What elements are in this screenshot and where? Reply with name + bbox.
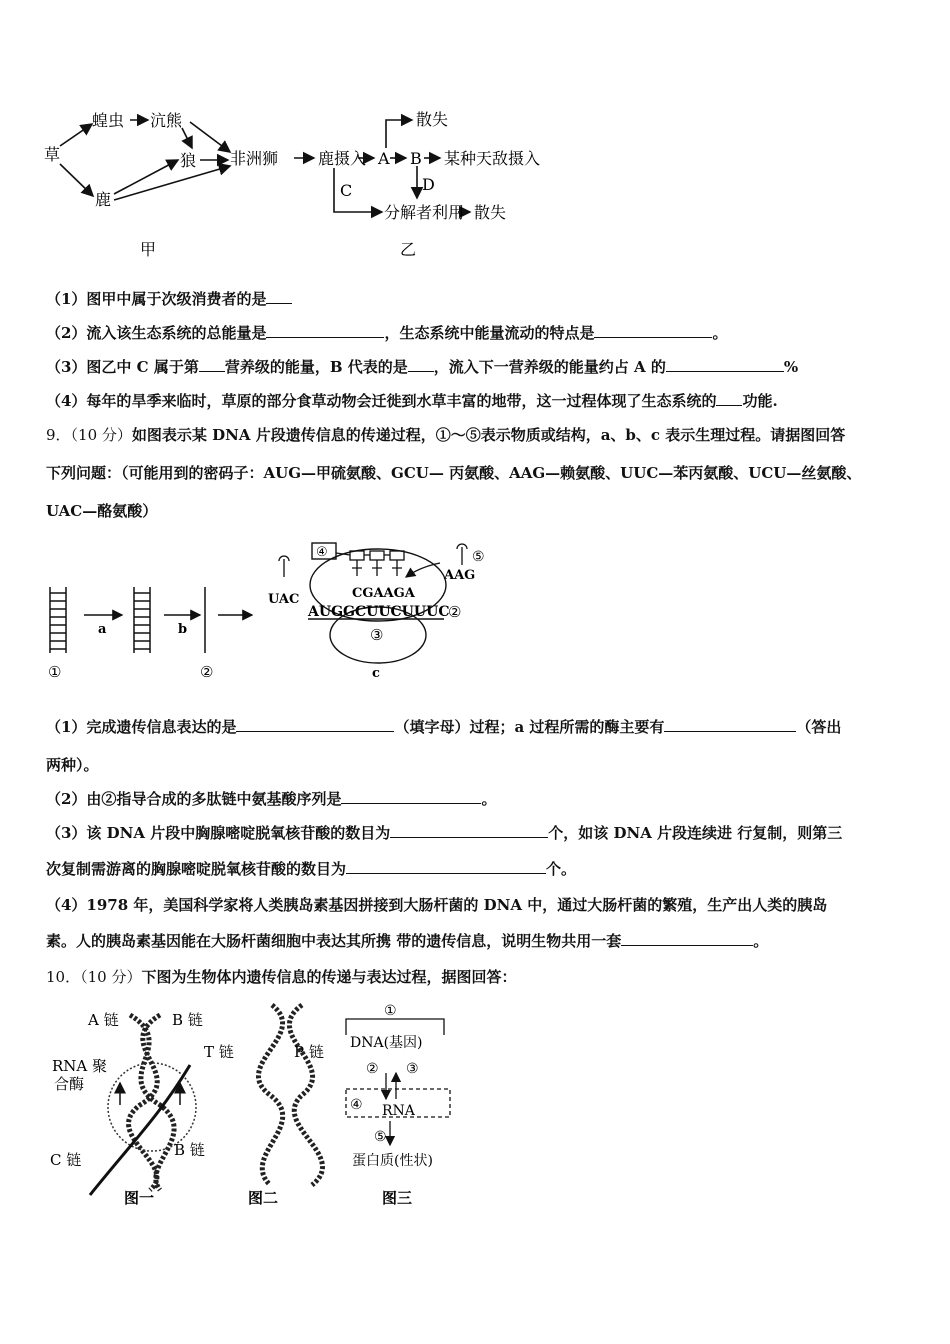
label-rna-poly-1: RNA 聚: [52, 1057, 108, 1075]
figure-q9-dna-transfer: [40, 525, 500, 690]
label-n1: ①: [384, 1003, 397, 1019]
anticodons-label: CGAAGA: [352, 586, 415, 601]
label-b: b: [178, 622, 188, 637]
label-rna: RNA: [382, 1103, 415, 1119]
figure-one: [50, 1011, 205, 1207]
node-feizhoushi: 非洲狮: [230, 149, 279, 168]
label-1: ①: [48, 663, 62, 681]
q8-part2: （2）流入该生态系统的总能量是 ，生态系统中能量流动的特点是 。: [46, 324, 728, 342]
answer-blank[interactable]: [716, 391, 742, 406]
node-lang: 狼: [180, 151, 197, 170]
figure-jia-food-web: [40, 100, 300, 270]
node-B: B: [410, 149, 422, 168]
label-n5: ⑤: [374, 1129, 387, 1145]
label-t-chain: T 链: [204, 1043, 234, 1061]
label-a-chain: A 链: [88, 1011, 119, 1029]
answer-blank[interactable]: [594, 323, 712, 338]
aag-label: AAG: [444, 568, 476, 583]
figure-q10-transcription: [40, 995, 470, 1215]
answer-blank[interactable]: [341, 789, 481, 804]
answer-blank[interactable]: [664, 717, 796, 732]
q9-part4: （4）1978 年，美国科学家将人类胰岛素基因拼接到大肠杆菌的 DNA 中，通过大肠杆菌的繁殖，生产出人类的胰岛: [46, 896, 828, 914]
q9-part3: （3）该 DNA 片段中胸腺嘧啶脱氧核苷酸的数目为 个，如该 DNA 片段连续进 行复制，则第三: [46, 824, 843, 842]
node-cao: 草: [44, 145, 61, 164]
node-sanshi2: 散失: [474, 203, 507, 222]
q9-part1-cont: 两种）。: [46, 756, 99, 774]
caption-fig3: 图三: [382, 1189, 413, 1207]
node-lu: 鹿: [95, 190, 112, 209]
label-a: a: [98, 622, 107, 637]
label-dna-gene: DNA(基因): [350, 1035, 423, 1051]
q9-part4-cont: 素。人的胰岛素基因能在大肠杆菌细胞中表达其所携 带的遗传信息，说明生物共用一套 。: [46, 932, 769, 950]
label-n4: ④: [350, 1097, 363, 1113]
node-fenjie: 分解者利用: [384, 203, 465, 222]
label-c-chain: C 链: [50, 1151, 82, 1169]
q9-intro-line3: UAC—酪氨酸）: [46, 502, 158, 520]
mrna-sequence: AUGGCUUCUUUC: [308, 604, 450, 620]
caption-fig1: 图一: [124, 1189, 155, 1207]
q9-intro-line2: 下列问题：（可能用到的密码子：AUG—甲硫氨酸、GCU— 丙氨酸、AAG—赖氨酸、UUC—苯丙氨酸、UCU—丝氨酸、: [46, 464, 862, 482]
answer-blank[interactable]: [408, 357, 434, 372]
answer-blank[interactable]: [621, 931, 753, 946]
q10-intro: 10．（10 分）下图为生物体内遗传信息的传递与表达过程，据图回答：: [46, 968, 517, 986]
figure-two: [204, 1005, 324, 1207]
q9-part2: （2）由②指导合成的多肽链中氨基酸序列是 。: [46, 790, 497, 808]
q9-part3-cont: 次复制需游离的胸腺嘧啶脱氧核苷酸的数目为 个。: [46, 860, 577, 878]
label-n3: ③: [406, 1061, 419, 1077]
answer-blank[interactable]: [236, 717, 394, 732]
label-2a: ②: [200, 663, 214, 681]
node-sanshi1: 散失: [416, 110, 449, 129]
node-D: D: [422, 175, 435, 194]
answer-blank[interactable]: [346, 859, 546, 874]
answer-blank[interactable]: [666, 357, 784, 372]
q9-part1: （1）完成遗传信息表达的是 （填字母）过程；a 过程所需的酶主要有 （答出: [46, 718, 842, 736]
q9-intro-line1: 9．（10 分）如图表示某 DNA 片段遗传信息的传递过程，①～⑤表示物质或结构，a、b、c 表示生理过程。请据图回答: [46, 426, 846, 444]
node-huangchong: 蝗虫: [92, 111, 125, 130]
label-rna-poly-2: 合酶: [54, 1075, 85, 1093]
q8-part3: （3）图乙中 C 属于第 营养级的能量，B 代表的是 ，流入下一营养级的能量约占 A 的 %: [46, 358, 799, 376]
label-p-chain: P 链: [294, 1043, 324, 1061]
node-A: A: [378, 149, 390, 168]
uac-label: UAC: [268, 592, 300, 607]
label-c: c: [372, 666, 380, 681]
node-lushe: 鹿摄入: [318, 149, 367, 168]
node-tiandi: 某种天敌摄入: [444, 149, 541, 168]
label-4: ④: [316, 545, 328, 560]
label-n2: ②: [366, 1061, 379, 1077]
answer-blank[interactable]: [199, 357, 225, 372]
answer-blank[interactable]: [266, 323, 384, 338]
caption-fig2: 图二: [248, 1189, 279, 1207]
caption-jia: 甲: [140, 240, 157, 259]
caption-yi: 乙: [400, 240, 417, 259]
answer-blank[interactable]: [390, 823, 548, 838]
node-chanchu: 沆熊: [150, 111, 183, 130]
label-protein: 蛋白质(性状): [352, 1153, 433, 1169]
answer-blank[interactable]: [266, 289, 292, 304]
q8-part1: （1）图甲中属于次级消费者的是: [46, 288, 292, 309]
label-5: ⑤: [472, 549, 485, 565]
figure-yi-energy-flow: [290, 100, 550, 270]
label-2b: ②: [448, 603, 462, 621]
node-C: C: [340, 181, 353, 200]
label-b-chain-bottom: B 链: [174, 1141, 205, 1159]
label-3: ③: [370, 626, 384, 644]
label-b-chain-top: B 链: [172, 1011, 203, 1029]
q8-part4: （4）每年的旱季来临时，草原的部分食草动物会迁徙到水草丰富的地带，这一过程体现了生态系统的 功能.: [46, 392, 778, 410]
